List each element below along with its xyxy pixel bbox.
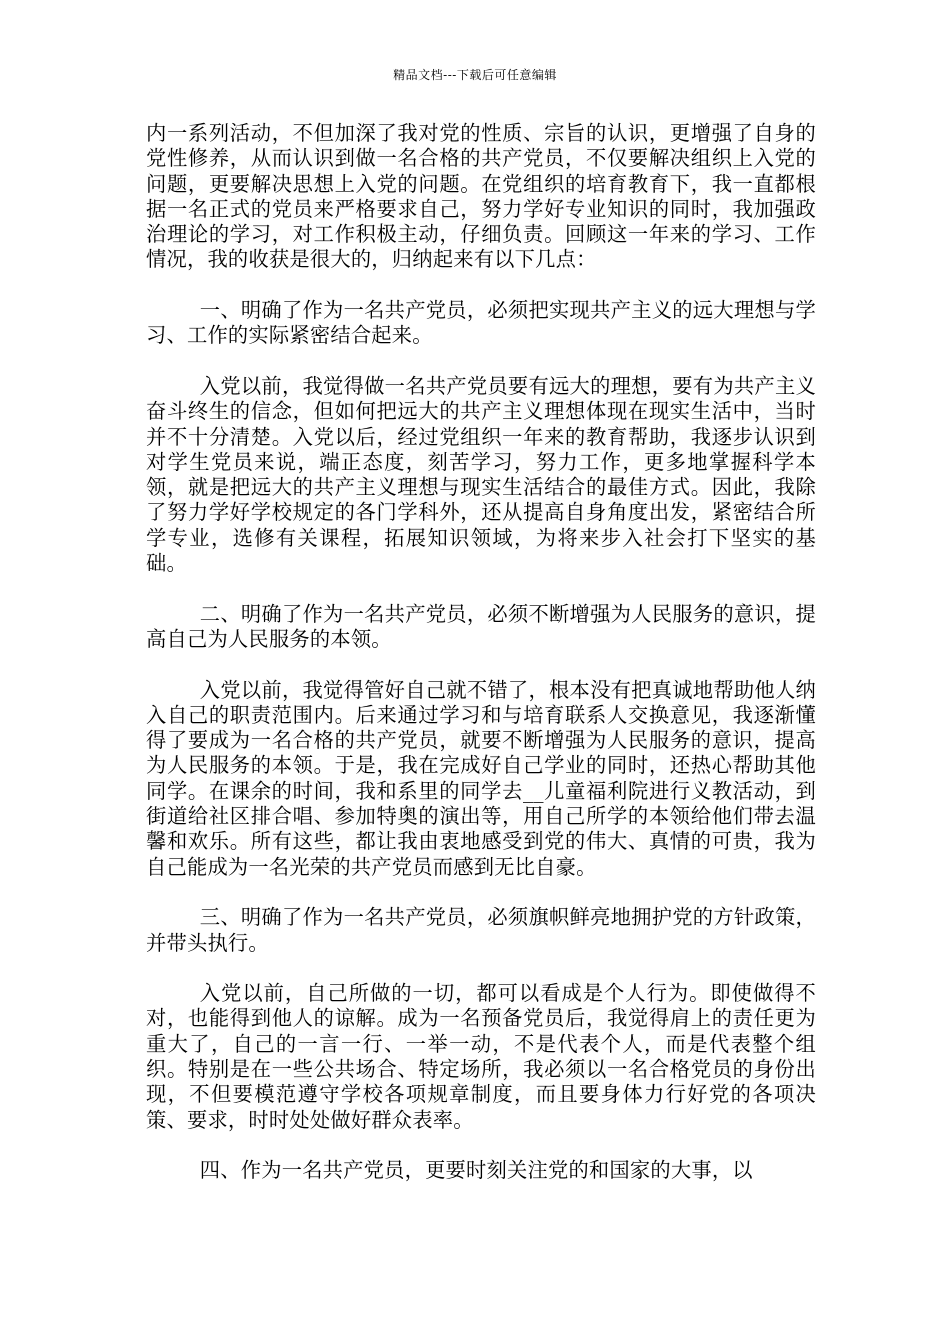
paragraph-1: 内一系列活动，不但加深了我对党的性质、宗旨的认识，更增强了自身的党性修养，从而认识到做一名合格的共产党员，不仅要解决组织上入党的问题，更要解决思想上入党的问题。在党组织的培育教育下，我一直都根据一名正式的党员来严格要求自己，努力学好专业知识的同时，我加强政治理论的学习，对工作积极主动，仔细负责。回顾这一年来的学习、工作情况，我的收获是很大的，归纳起来有以下几点： <box>146 121 816 272</box>
section-heading-1: 一、明确了作为一名共产党员，必须把实现共产主义的远大理想与学习、工作的实际紧密结合起来。 <box>146 298 816 348</box>
paragraph-4: 入党以前，自己所做的一切，都可以看成是个人行为。即使做得不对，也能得到他人的谅解。成为一名预备党员后，我觉得肩上的责任更为重大了，自己的一言一行、一举一动，不是代表个人，而是代表整个组织。特别是在一些公共场合、特定场所，我必须以一名合格党员的身份出现，不但要模范遵守学校各项规章制度，而且要身体力行好党的各项决策、要求，时时处处做好群众表率。 <box>146 981 816 1132</box>
section-heading-3: 三、明确了作为一名共产党员，必须旗帜鲜亮地拥护党的方针政策，并带头执行。 <box>146 905 816 955</box>
section-heading-4: 四、作为一名共产党员，更要时刻关注党的和国家的大事，以 <box>199 1158 753 1183</box>
paragraph-gap <box>146 576 816 601</box>
paragraph-2: 入党以前，我觉得做一名共产党员要有远大的理想，要有为共产主义奋斗终生的信念，但如何把远大的共产主义理想体现在现实生活中，当时并不十分清楚。入党以后，经过党组织一年来的教育帮助，我逐步认识到对学生党员来说，端正态度，刻苦学习，努力工作，更多地掌握科学本领，就是把远大的共产主义理想与现实生活结合的最佳方式。因此，我除了努力学好学校规定的各门学科外，还从提高自身角度出发，紧密结合所学专业，选修有关课程，拓展知识领域，为将来步入社会打下坚实的基础。 <box>146 373 816 576</box>
document-body <box>146 121 816 1183</box>
paragraph-gap <box>146 652 816 677</box>
paragraph-gap <box>146 880 816 905</box>
paragraph-gap <box>146 349 816 374</box>
page-header: 精品文档---下载后可任意编辑 <box>393 68 557 82</box>
paragraph-gap <box>146 1133 816 1158</box>
paragraph-gap <box>146 273 816 298</box>
paragraph-3: 入党以前，我觉得管好自己就不错了，根本没有把真诚地帮助他人纳入自己的职责范围内。后来通过学习和与培育联系人交换意见，我逐渐懂得了要成为一名合格的共产党员，就要不断增强为人民服务的意识，提高为人民服务的本领。于是，我在完成好自己学业的同时，还热心帮助其他同学。在课余的时间，我和系里的同学去__儿童福利院进行义教活动，到街道给社区排合唱、参加特奥的演出等，用自己所学的本领给他们带去温馨和欢乐。所有这些，都让我由衷地感受到党的伟大、真情的可贵，我为自己能成为一名光荣的共产党员而感到无比自豪。 <box>146 677 816 879</box>
section-heading-2: 二、明确了作为一名共产党员，必须不断增强为人民服务的意识，提高自己为人民服务的本领。 <box>146 601 816 651</box>
paragraph-gap <box>146 956 816 981</box>
